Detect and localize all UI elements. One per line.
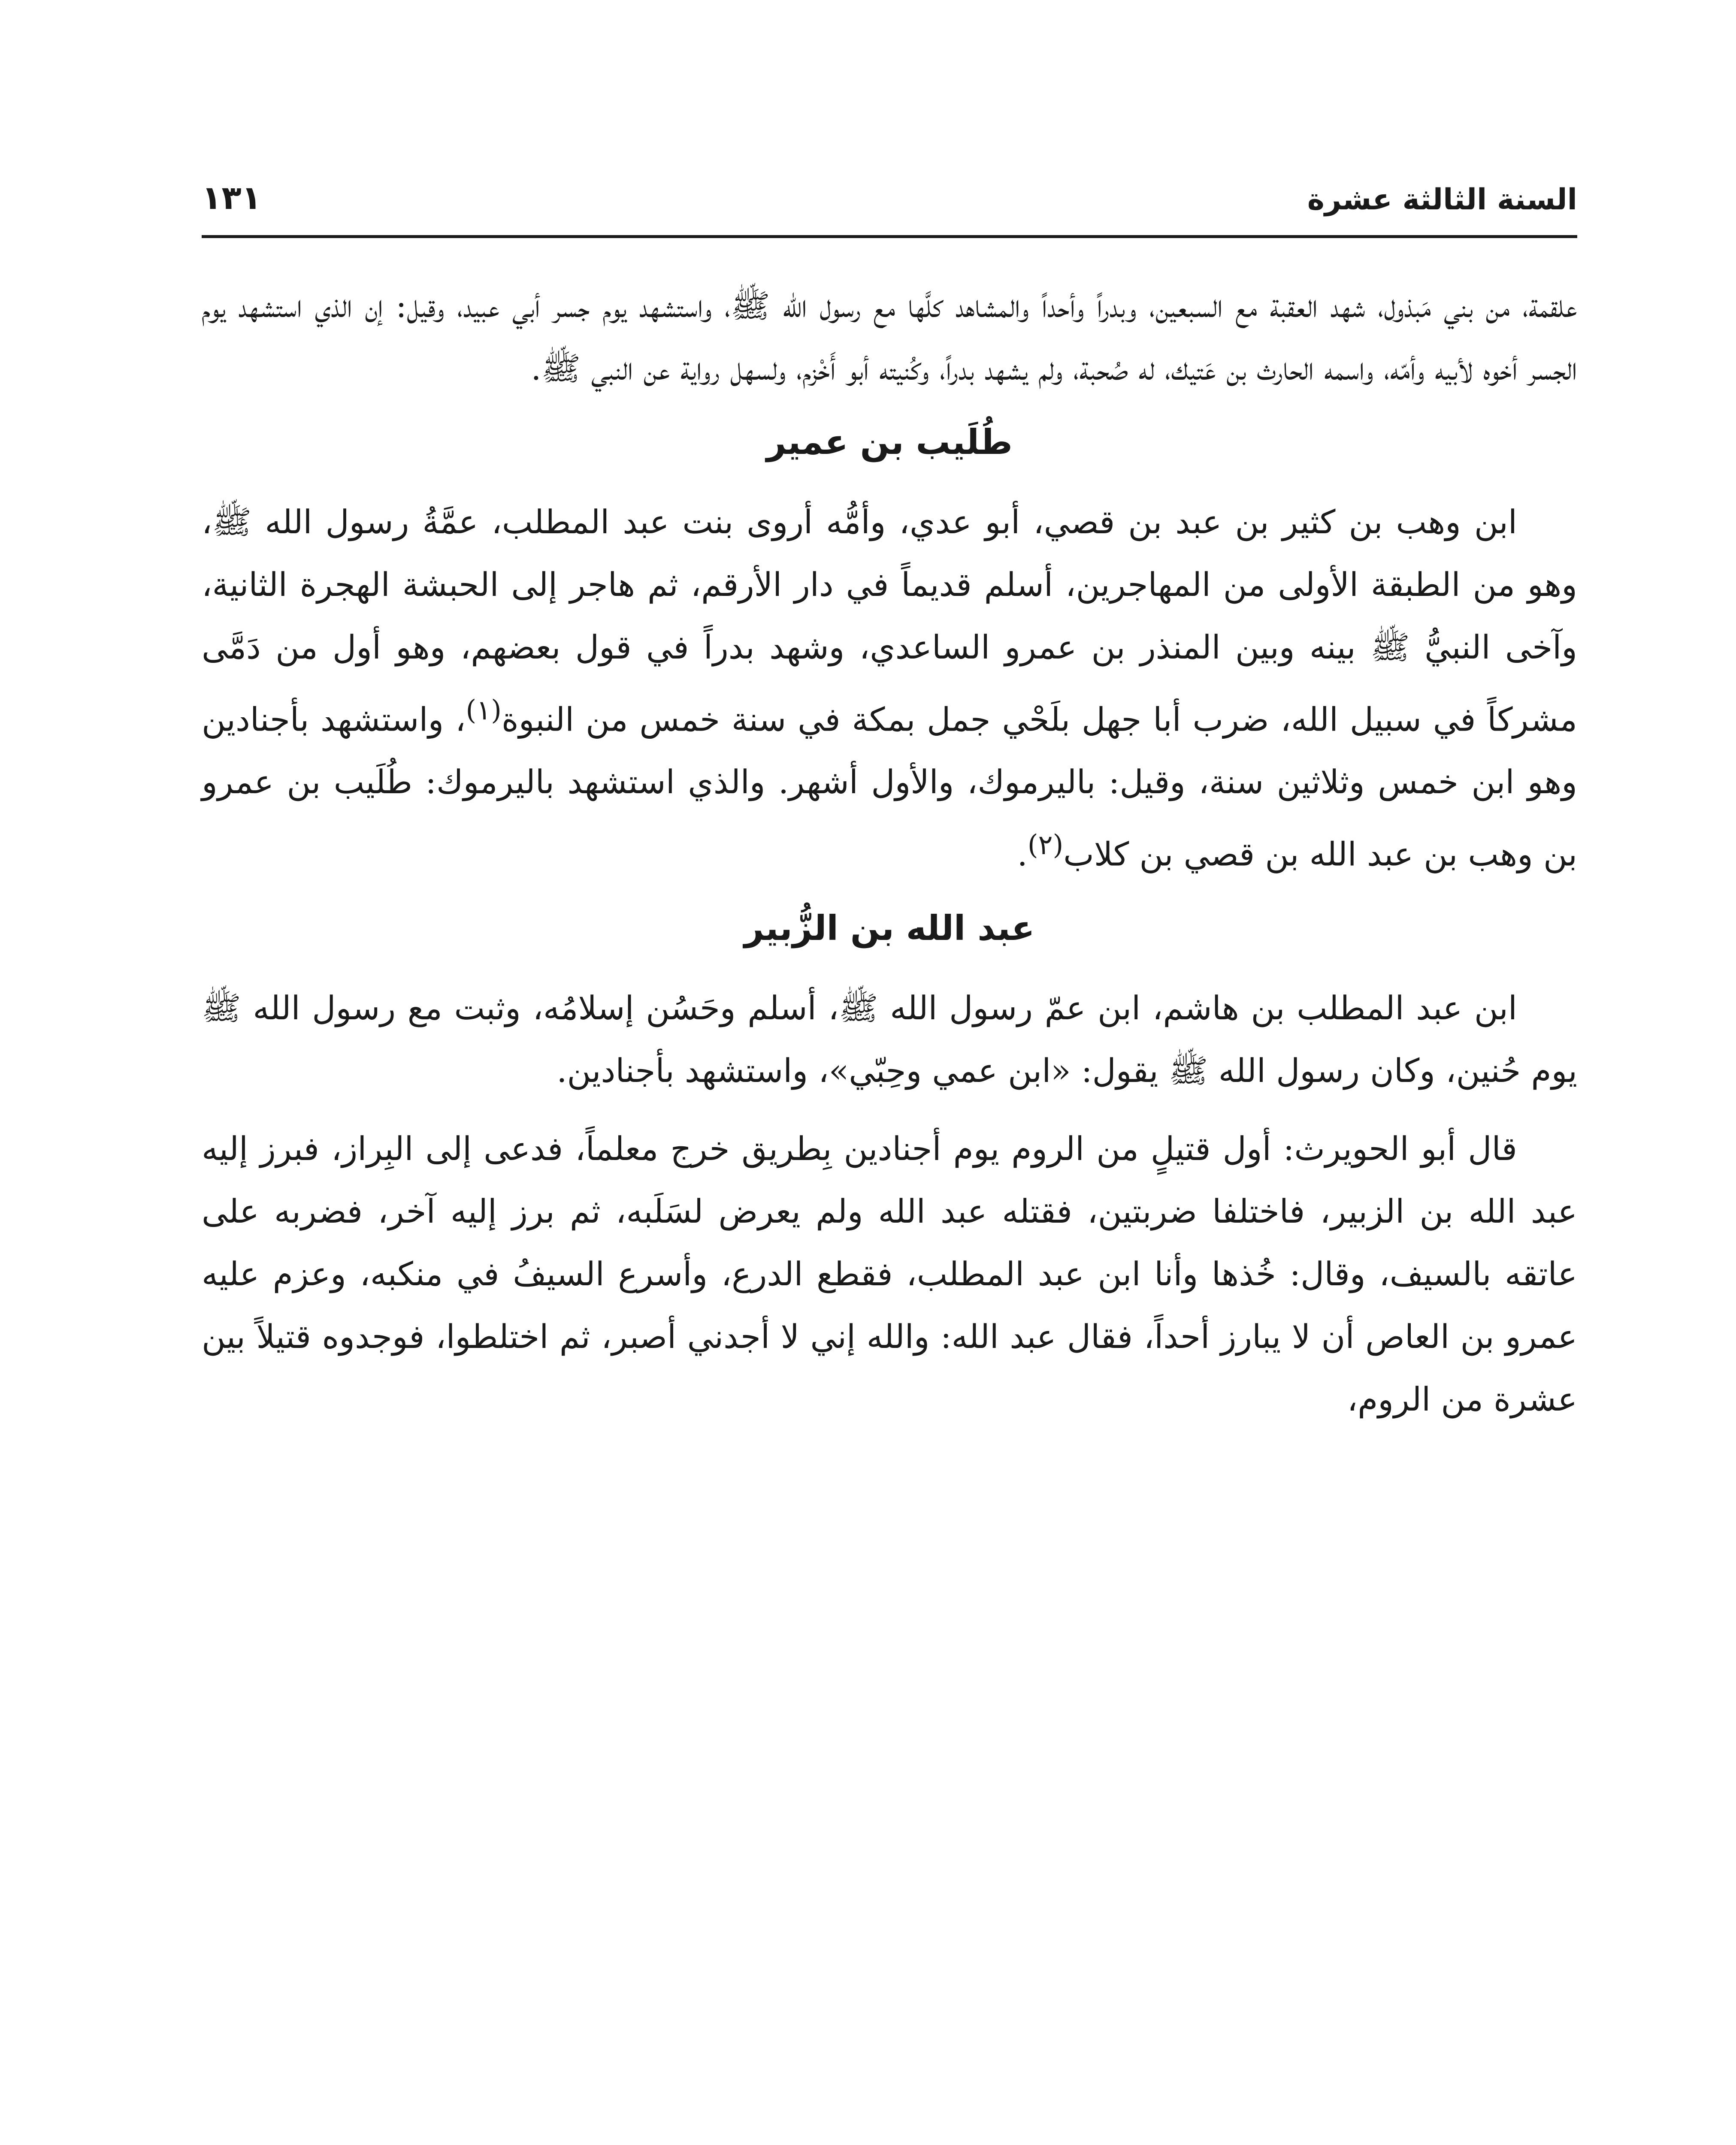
header-rule xyxy=(202,235,1577,238)
paragraph-3: ابن عبد المطلب بن هاشم، ابن عمّ رسول الله ﷺ، أسلم وحَسُن إسلامُه، وثبت مع رسول الله ﷺ يوم حُنين، وكان رسول الله ﷺ يقول: «ابن عمي وحِبّي»، واستشهد بأجنادين. xyxy=(202,988,1577,1090)
main-text xyxy=(202,275,1577,1431)
footnote-ref-2: (٢) xyxy=(1027,829,1064,861)
paragraph-4: قال أبو الحويرث: أول قتيلٍ من الروم يوم أجنادين بِطريق خرج معلماً، فدعى إلى البِراز، فبرز إليه عبد الله بن الزبير، فاختلفا ضربتين، فقتله عبد الله ولم يعرض لسَلَبه، ثم برز إليه آخر، فضربه على عاتقه بالسيف، وقال: خُذها وأنا ابن عبد المطلب، فقطع الدرع، وأسرع السيفُ في منكبه، وعزم عليه عمرو بن العاص أن لا يبارز أحداً، فقال عبد الله: والله إني لا أجدني أصبر، ثم اختلطوا، فوجدوه قتيلاً بين عشرة من الروم، xyxy=(202,1129,1577,1418)
paragraph-2-text-b: ، واستشهد بأجنادين وهو ابن خمس وثلاثين سنة، وقيل: باليرموك، والأول أشهر. والذي استشهد باليرموك: طُلَيب بن عمرو بن وهب بن عبد الله بن قصي بن كلاب xyxy=(202,700,1577,873)
paragraph-2-end: . xyxy=(1017,835,1028,873)
page-number: ١٣١ xyxy=(202,178,262,217)
running-title: السنة الثالثة عشرة xyxy=(1307,183,1577,217)
running-header xyxy=(202,148,1577,217)
section-heading-abdullah: عبد الله بن الزُّبير xyxy=(744,908,1035,948)
section-heading-tulayb: طُلَيب بن عمير xyxy=(766,422,1013,462)
paragraph-1: علقمة، من بني مَبذول، شهد العقبة مع السبعين، وبدراً وأحداً والمشاهد كلَّها مع رسول الله ﷺ، واستشهد يوم جسر أبي عبيد، وقيل: إن الذي استشهد يوم الجسر أخوه لأبيه وأمّه، واسمه الحارث بن عَتيك، له صُحبة، ولم يشهد بدراً، وكُنيته أبو أَخْزم، ولسهل رواية عن النبي ﷺ. xyxy=(202,287,1577,387)
footnote-ref-1: (١) xyxy=(466,694,502,726)
paragraph-2 xyxy=(202,491,1577,886)
paragraph-2-text-a: ابن وهب بن كثير بن عبد بن قصي، أبو عدي، وأمُّه أروى بنت عبد المطلب، عمَّةُ رسول الله ﷺ، وهو من الطبقة الأولى من المهاجرين، أسلم قديماً في دار الأرقم، ثم هاجر إلى الحبشة الهجرة الثانية، وآخى النبيُّ ﷺ بينه وبين المنذر بن عمرو الساعدي، وشهد بدراً في قول بعضهم، وهو أول من دَمَّى مشركاً في سبيل الله، ضرب أبا جهل بلَحْي جمل بمكة في سنة خمس من النبوة xyxy=(202,503,1577,739)
